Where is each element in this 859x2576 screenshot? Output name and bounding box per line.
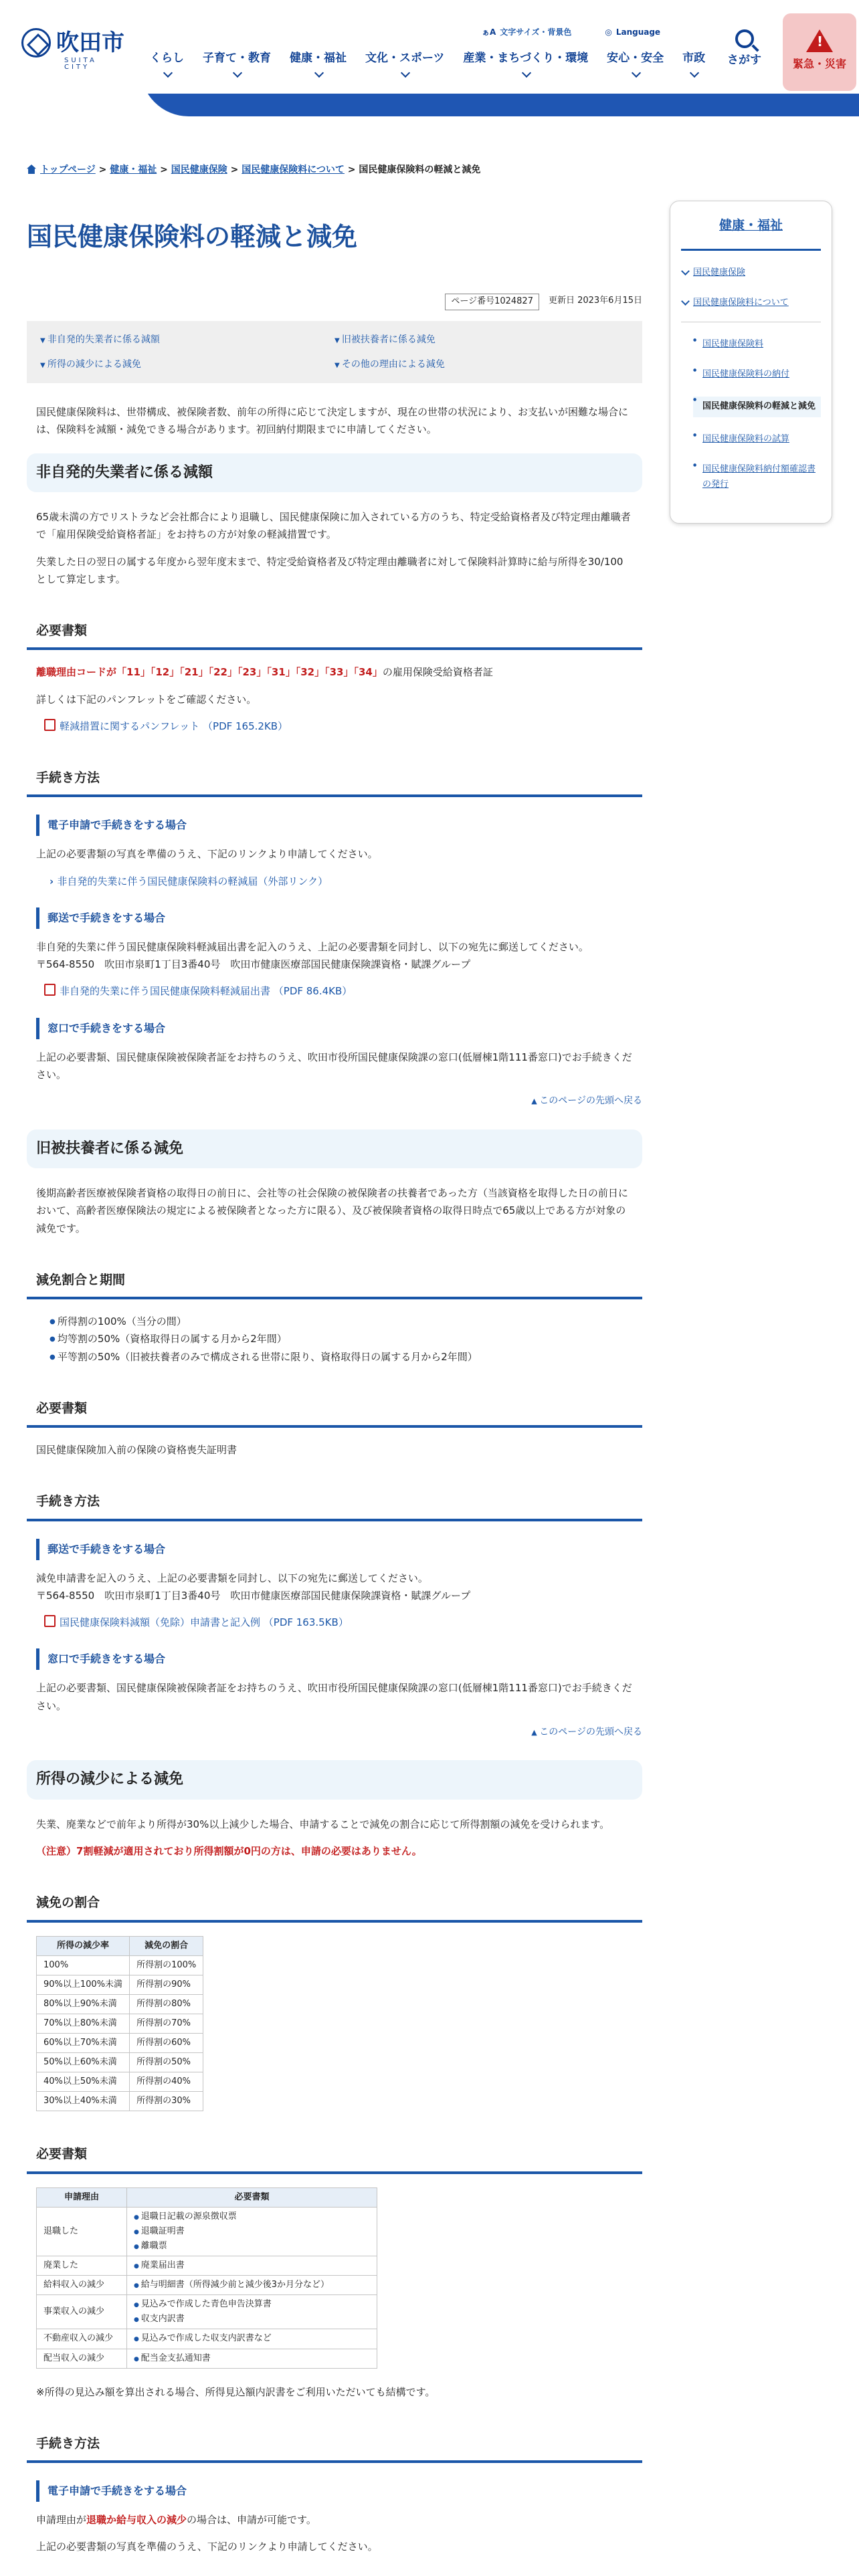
table-row — [37, 2092, 203, 2111]
s1-text-2: 失業した日の翌日の属する年度から翌年度末まで、特定受給資格者及び特定理由離職者に対して保険料計算時に給与所得を30/100として算定します。 — [36, 555, 624, 585]
table-cell — [127, 2329, 377, 2349]
search-button[interactable] — [712, 20, 776, 87]
s2-window-text: 上記の必要書類、国民健康保険被保険者証をお持ちのうえ、吹田市役所国民健康保険課の窓口(低層棟1階111番窓口)でお手続きください。 — [36, 1682, 632, 1712]
s1-required-docs-heading: 必要書類 — [27, 615, 642, 650]
table-cell: 所得割の60% — [130, 2034, 203, 2053]
nav-industry[interactable]: 産業・まちづくり・環境 — [454, 48, 597, 68]
table-cell: 所得割の30% — [130, 2092, 203, 2111]
page-id: ページ番号1024827 — [445, 294, 539, 310]
s3-electronic-text-2: 上記の必要書類の写真を準備のうえ、下記のリンクより申請してください。 — [36, 2541, 378, 2553]
sidebar-item-payment[interactable]: ● 国民健康保険料の納付 — [693, 367, 821, 383]
s1-required-rest: の雇用保険受給資格者証 — [382, 666, 493, 679]
sidebar-item-nhi[interactable]: 国民健康保険 — [681, 265, 821, 281]
s2-mail-heading: 郵送で手続きをする場合 — [36, 1539, 642, 1560]
list-item: ● 退職証明書 — [134, 2224, 370, 2239]
s3-text-1: 失業、廃業などで前年より所得が30%以上減少した場合、申請することで減免の割合に応じて所得割額の減免を受けられます。 — [36, 1818, 610, 1830]
table-cell: 100% — [37, 1955, 130, 1975]
table-cell: 所得割の90% — [130, 1975, 203, 1994]
back-to-top-1 — [27, 1093, 642, 1109]
logo-subtext: SUITA CITY — [64, 57, 97, 71]
s3-e-text-red: 退職か給与収入の減少 — [86, 2514, 187, 2527]
font-size-link[interactable] — [482, 25, 571, 39]
site-logo[interactable] — [21, 28, 124, 71]
table-row — [37, 2329, 377, 2349]
table-row — [37, 2053, 203, 2072]
search-label: さがす — [727, 53, 761, 67]
page-title: 国民健康保険料の軽減と減免 — [27, 222, 358, 251]
back-to-top-link-1[interactable]: ▲ このページの先頭へ戻る — [531, 1095, 642, 1106]
nav-culture[interactable]: 文化・スポーツ — [356, 48, 454, 68]
s3-rate-heading: 減免の割合 — [27, 1887, 642, 1922]
list-item: ● 見込みで作成した収支内訳書など — [134, 2331, 370, 2346]
s1-required-docs — [36, 663, 633, 681]
table-cell: 所得割の70% — [130, 2014, 203, 2034]
site-header — [0, 0, 859, 117]
s1-text-1: 65歳未満の方でリストラなど会社都合により退職し、国民健康保険に加入されている方のうち、特定受給資格者及び特定理由離職者で「雇用保険受給資格者証」をお持ちの方が対象の軽減措置です。 — [36, 511, 631, 541]
sidebar-item-current: ● 国民健康保険料の軽減と減免 — [693, 397, 821, 417]
s2-mail-address: 〒564-8550 吹田市泉町1丁目3番40号 吹田市健康医療部国民健康保険課資格・賦課グループ — [36, 1589, 471, 1602]
home-icon — [27, 165, 36, 174]
table-cell: 70%以上80%未満 — [37, 2014, 130, 2034]
toc-link-unemployed[interactable]: ▼ 非自発的失業者に係る減額 — [40, 332, 335, 348]
list-item: ● 離職票 — [134, 2239, 370, 2254]
table-row — [37, 1975, 203, 1994]
breadcrumb: トップページ > 健康・福祉 > 国民健康保険 > 国民健康保険料について > 国民健康保険料の軽減と減免 — [27, 162, 480, 179]
s2-required-docs-heading: 必要書類 — [27, 1392, 642, 1428]
table-cell: 配当収入の減少 — [37, 2349, 127, 2368]
sidebar-item-premium-main[interactable]: ● 国民健康保険料 — [693, 337, 821, 352]
table-header: 減免の割合 — [130, 1936, 203, 1955]
breadcrumb-current: 国民健康保険料の軽減と減免 — [359, 165, 481, 175]
back-to-top-link-2[interactable]: ▲ このページの先頭へ戻る — [531, 1727, 642, 1737]
s1-mail-pdf-link[interactable]: 非自発的失業に伴う国民健康保険料軽減届出書 （PDF 86.4KB） — [60, 985, 353, 998]
s3-e-text-a: 申請理由が — [36, 2514, 87, 2527]
s3-note: （注意）7割軽減が適用されており所得割額が0円の方は、申請の必要はありません。 — [36, 1845, 422, 1858]
s2-mail-pdf[interactable] — [44, 1614, 633, 1631]
logo-text: 吹田市 — [56, 29, 124, 56]
warning-icon — [806, 29, 833, 52]
s2-mail-text — [36, 1570, 633, 1605]
table-cell: 50%以上60%未満 — [37, 2053, 130, 2072]
s2-mail-instructions: 減免申請書を記入のうえ、上記の必要書類を同封し、以下の宛先に郵送してください。 — [36, 1572, 428, 1584]
section-heading-unemployed: 非自発的失業者に係る減額 — [27, 453, 642, 493]
breadcrumb-top[interactable]: トップページ — [40, 165, 96, 175]
table-cell: 廃業した — [37, 2256, 127, 2276]
lead-text: 国民健康保険料は、世帯構成、被保険者数、前年の所得に応じて決定しますが、現在の世帯の状況により、お支払いが困難な場合には、保険料を減額・減免できる場合があります。初回納付期限までに申請してください。 — [36, 406, 629, 436]
s1-pamphlet-link[interactable]: 軽減措置に関するパンフレット （PDF 165.2KB） — [60, 720, 288, 732]
s3-required-note: ※所得の見込み額を算出される場合、所得見込額内訳書をご利用いただいても結構です。 — [36, 2385, 436, 2398]
table-row — [37, 2349, 377, 2368]
s1-mail-heading: 郵送で手続きをする場合 — [36, 907, 642, 929]
s2-rate-list — [50, 1313, 633, 1366]
page-toc — [27, 321, 642, 383]
s1-electronic-heading: 電子申請で手続きをする場合 — [36, 815, 642, 836]
table-row — [37, 2276, 377, 2295]
table-cell — [127, 2295, 377, 2329]
language-label: Language — [615, 27, 661, 37]
back-to-top-2 — [27, 1724, 642, 1741]
breadcrumb-health[interactable]: 健康・福祉 — [110, 165, 157, 175]
s2-procedure-heading: 手続き方法 — [27, 1485, 642, 1521]
table-row — [37, 2295, 377, 2329]
sidebar-item-premium[interactable]: 国民健康保険料について — [681, 296, 821, 322]
list-item: ● 均等割の50%（資格取得日の属する月から2年間） — [50, 1330, 633, 1348]
table-header: 所得の減少率 — [37, 1936, 130, 1955]
list-item: ● 廃業届出書 — [134, 2258, 370, 2273]
s1-mail-pdf[interactable] — [44, 982, 633, 1000]
s3-procedure-heading: 手続き方法 — [27, 2428, 642, 2463]
s3-rate-table — [36, 1936, 203, 2112]
s2-text-1: 後期高齢者医療被保険者資格の取得日の前日に、会社等の社会保険の被保険者の扶養者であった方（当該資格を取得した日の前日において、高齢者医療保険法の規定による被保険者となった方に限る）、及び被保険者資格の取得日時点で65歳以上である方が対象の減免です。 — [36, 1187, 628, 1235]
s1-mail-address: 〒564-8550 吹田市泉町1丁目3番40号 吹田市健康医療部国民健康保険課資格・賦課グループ — [36, 958, 471, 971]
table-cell: 30%以上40%未満 — [37, 2092, 130, 2111]
list-item: ● 所得割の100%（当分の間） — [50, 1313, 633, 1330]
table-cell — [127, 2207, 377, 2256]
table-row — [37, 2207, 377, 2256]
sidebar-item-certificate[interactable]: ● 国民健康保険料納付額確認書の発行 — [693, 462, 821, 493]
s1-required-note: 詳しくは下記のパンフレットをご確認ください。 — [36, 693, 257, 706]
table-cell: 所得割の80% — [130, 1994, 203, 2014]
table-row — [37, 2072, 203, 2092]
sidebar-item-calc[interactable]: ● 国民健康保険料の試算 — [693, 432, 821, 447]
list-item: ● 給与明細書（所得減少前と減少後3か月分など） — [134, 2278, 370, 2292]
city-emblem-icon — [21, 28, 51, 58]
s1-pamphlet-pdf[interactable] — [44, 718, 633, 735]
table-cell: 所得割の40% — [130, 2072, 203, 2092]
font-size-label[interactable]: 文字サイズ・背景色 — [500, 27, 572, 37]
s2-rate-heading: 減免割合と期間 — [27, 1264, 642, 1299]
s1-electronic-link[interactable]: 非自発的失業に伴う国民健康保険料の軽減届（外部リンク） — [57, 875, 328, 887]
table-cell: 90%以上100%未満 — [37, 1975, 130, 1994]
s3-e-text-b: の場合は、申請が可能です。 — [187, 2514, 316, 2527]
nav-living[interactable]: くらし — [140, 48, 193, 68]
list-item: ● 退職日記載の源泉徴収票 — [134, 2210, 370, 2224]
nav-government[interactable]: 市政 — [673, 48, 714, 68]
table-row — [37, 1955, 203, 1975]
table-cell: 40%以上50%未満 — [37, 2072, 130, 2092]
table-header: 申請理由 — [37, 2187, 127, 2207]
toc-link-other[interactable]: ▼ その他の理由による減免 — [335, 356, 629, 373]
globe-icon: ◎ — [605, 27, 612, 37]
s3-required-docs-table — [36, 2187, 377, 2369]
table-cell: 80%以上90%未満 — [37, 1994, 130, 2014]
table-cell — [127, 2256, 377, 2276]
table-row — [37, 2014, 203, 2034]
s1-electronic-text: 上記の必要書類の写真を準備のうえ、下記のリンクより申請してください。 — [36, 848, 378, 861]
s1-mail-text — [36, 938, 633, 974]
s3-electronic-heading: 電子申請で手続きをする場合 — [36, 2480, 642, 2502]
breadcrumb-premium[interactable]: 国民健康保険料について — [242, 165, 345, 175]
section-heading-former-dependent: 旧被扶養者に係る減免 — [27, 1130, 642, 1169]
s1-mail-instructions: 非自発的失業に伴う国民健康保険料軽減届出書を記入のうえ、上記の必要書類を同封し、以下の宛先に郵送してください。 — [36, 940, 589, 953]
table-cell: 所得割の50% — [130, 2053, 203, 2072]
s1-procedure-heading: 手続き方法 — [27, 762, 642, 797]
list-item: ● 収支内訳書 — [134, 2312, 370, 2327]
table-cell: 給料収入の減少 — [37, 2276, 127, 2295]
toc-link-former-dependent[interactable]: ▼ 旧被扶養者に係る減免 — [335, 332, 629, 348]
s1-window-heading: 窓口で手続きをする場合 — [36, 1018, 642, 1039]
table-row — [37, 2256, 377, 2276]
table-cell — [127, 2349, 377, 2368]
emergency-label: 緊急・災害 — [792, 58, 846, 70]
s3-electronic-text-1 — [36, 2511, 633, 2529]
list-item: ● 見込みで作成した青色申告決算書 — [134, 2297, 370, 2312]
list-item: ● 平等割の50%（旧被扶養者のみで構成される世帯に限り、資格取得日の属する月から2年間） — [50, 1348, 633, 1366]
table-row — [37, 2034, 203, 2053]
emergency-button[interactable] — [783, 13, 856, 91]
table-cell: 退職した — [37, 2207, 127, 2256]
breadcrumb-nhi[interactable]: 国民健康保険 — [171, 165, 227, 175]
table-cell: 60%以上70%未満 — [37, 2034, 130, 2053]
language-link[interactable] — [605, 25, 660, 39]
page-meta — [27, 294, 642, 310]
s1-electronic-item[interactable] — [50, 873, 633, 890]
utility-links — [482, 25, 660, 39]
font-size-icon: ぁA — [482, 27, 496, 37]
table-row — [37, 1994, 203, 2014]
nav-safety[interactable]: 安心・安全 — [597, 48, 673, 68]
table-cell: 所得割の100% — [130, 1955, 203, 1975]
sidebar-title[interactable]: 健康・福祉 — [681, 215, 821, 251]
s2-required-docs: 国民健康保険加入前の保険の資格喪失証明書 — [36, 1444, 237, 1457]
s2-mail-pdf-link[interactable]: 国民健康保険料減額（免除）申請書と記入例 （PDF 163.5KB） — [60, 1616, 349, 1629]
search-icon — [735, 29, 754, 48]
section-heading-income-decrease: 所得の減少による減免 — [27, 1760, 642, 1800]
table-cell: 事業収入の減少 — [37, 2295, 127, 2329]
s2-window-heading: 窓口で手続きをする場合 — [36, 1648, 642, 1670]
main-content — [27, 221, 642, 2565]
table-cell: 不動産収入の減少 — [37, 2329, 127, 2349]
s1-required-codes: 離職理由コードが「11」「12」「21」「22」「23」「31」「32」「33」「34」 — [36, 666, 383, 679]
nav-childcare[interactable]: 子育て・教育 — [193, 48, 280, 68]
list-item: ● 配当金支払通知書 — [134, 2351, 370, 2366]
updated-date: 更新日 2023年6月15日 — [548, 296, 642, 306]
s1-window-text: 上記の必要書類、国民健康保険被保険者証をお持ちのうえ、吹田市役所国民健康保険課の窓口(低層棟1階111番窓口)でお手続きください。 — [36, 1051, 632, 1081]
toc-link-income-decrease[interactable]: ▼ 所得の減少による減免 — [40, 356, 335, 373]
sidebar — [670, 201, 832, 524]
table-cell — [127, 2276, 377, 2295]
global-nav — [140, 48, 714, 68]
s3-required-docs-heading: 必要書類 — [27, 2138, 642, 2173]
nav-health[interactable]: 健康・福祉 — [280, 48, 356, 68]
table-header: 必要書類 — [127, 2187, 377, 2207]
